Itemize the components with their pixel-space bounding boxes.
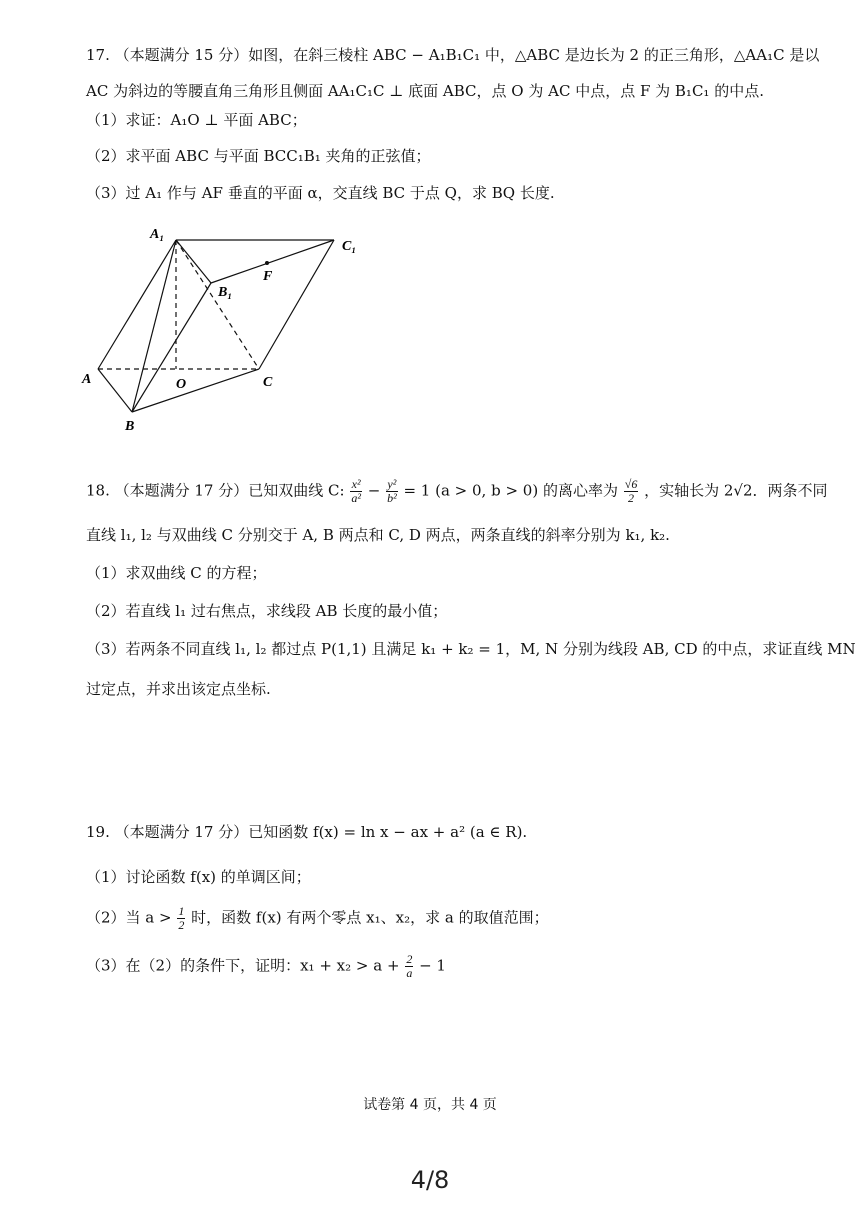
edge-B1C1 bbox=[211, 240, 334, 283]
edge-C1C bbox=[259, 240, 334, 369]
q18-part-1: （1）求双曲线 C 的方程； bbox=[86, 564, 267, 582]
label-B: B bbox=[125, 419, 135, 434]
prism-figure bbox=[70, 222, 380, 444]
q19-part-2 bbox=[86, 905, 549, 932]
frac-num: y² bbox=[387, 477, 397, 491]
q17-part-2: （2）求平面 ABC 与平面 BCC₁B₁ 夹角的正弦值； bbox=[86, 147, 431, 165]
frac-den: 2 bbox=[628, 491, 635, 505]
label-A: A bbox=[82, 372, 92, 387]
q18-header-post: ，实轴长为 2√2．两条不同 bbox=[644, 481, 828, 500]
q19-part-3 bbox=[86, 953, 446, 980]
label-B1: B₁ bbox=[218, 285, 233, 300]
page-footer: 试卷第 4 页，共 4 页 bbox=[363, 1097, 497, 1113]
edge-A1B1 bbox=[176, 240, 211, 283]
label-C: C bbox=[263, 375, 273, 390]
q17-part-3: （3）过 A₁ 作与 AF 垂直的平面 α，交直线 BC 于点 Q，求 BQ 长度. bbox=[86, 184, 555, 202]
edge-AB bbox=[98, 369, 132, 412]
minus-sign: − bbox=[367, 481, 381, 500]
q19-part-2-pre: （2）当 a > bbox=[86, 908, 172, 927]
frac-den: a² bbox=[351, 491, 361, 505]
label-F: F bbox=[263, 269, 273, 284]
q17-part-1: （1）求证：A₁O ⊥ 平面 ABC； bbox=[86, 111, 307, 129]
fraction-x2-a2 bbox=[350, 478, 362, 505]
q19-part-3-post: − 1 bbox=[419, 956, 446, 975]
fraction-two-over-a bbox=[405, 953, 413, 980]
point-F bbox=[265, 261, 269, 265]
q18-part-3-cont: 过定点，并求出该定点坐标. bbox=[86, 680, 271, 698]
q18-part-3: （3）若两条不同直线 l₁, l₂ 都过点 P(1,1) 且满足 k₁ + k₂ = 1，M, N 分别为线段 AB, CD 的中点，求证直线 MN bbox=[86, 640, 856, 658]
fraction-eccentricity bbox=[624, 478, 639, 505]
edge-B1B bbox=[132, 283, 211, 412]
frac-num: √6 bbox=[624, 477, 638, 491]
q19-part-1: （1）讨论函数 f(x) 的单调区间； bbox=[86, 868, 311, 886]
q19-part-3-pre: （3）在（2）的条件下，证明：x₁ + x₂ > a + bbox=[86, 956, 400, 975]
edge-A1A bbox=[98, 240, 176, 369]
frac-num: x² bbox=[351, 477, 361, 491]
edge-A1B bbox=[132, 240, 176, 412]
frac-den: a bbox=[406, 966, 413, 980]
frac-den: 2 bbox=[178, 918, 185, 932]
q19-part-2-post: 时，函数 f(x) 有两个零点 x₁、x₂，求 a 的取值范围； bbox=[191, 908, 549, 927]
page-indicator: 4/8 bbox=[410, 1166, 450, 1194]
q19-header: 19. （本题满分 17 分）已知函数 f(x) = ln x − ax + a² (a ∈ R). bbox=[86, 823, 528, 841]
q17-header: 17. （本题满分 15 分）如图，在斜三棱柱 ABC − A₁B₁C₁ 中，△ABC 是边长为 2 的正三角形，△AA₁C 是以 bbox=[86, 46, 820, 64]
frac-num: 1 bbox=[178, 904, 185, 918]
q17-condition: AC 为斜边的等腰直角三角形且侧面 AA₁C₁C ⊥ 底面 ABC，点 O 为 AC 中点，点 F 为 B₁C₁ 的中点. bbox=[86, 82, 764, 100]
edge-BC bbox=[132, 369, 259, 412]
q18-part-2: （2）若直线 l₁ 过右焦点，求线段 AB 长度的最小值； bbox=[86, 602, 448, 620]
frac-den: b² bbox=[387, 491, 397, 505]
fraction-y2-b2 bbox=[386, 478, 398, 505]
edge-A1C-dashed bbox=[176, 240, 259, 369]
q18-condition: 直线 l₁, l₂ 与双曲线 C 分别交于 A, B 两点和 C, D 两点，两条直线的斜率分别为 k₁, k₂. bbox=[86, 526, 670, 544]
q18-header-pre: 18. （本题满分 17 分）已知双曲线 C: bbox=[86, 481, 345, 500]
frac-num: 2 bbox=[406, 952, 413, 966]
label-O: O bbox=[176, 377, 187, 392]
fraction-one-half bbox=[177, 905, 185, 932]
label-C1: C₁ bbox=[342, 239, 357, 254]
q18-header-mid: = 1 (a > 0, b > 0) 的离心率为 bbox=[403, 481, 618, 500]
label-A1: A₁ bbox=[150, 227, 165, 242]
q18-header bbox=[86, 478, 828, 505]
